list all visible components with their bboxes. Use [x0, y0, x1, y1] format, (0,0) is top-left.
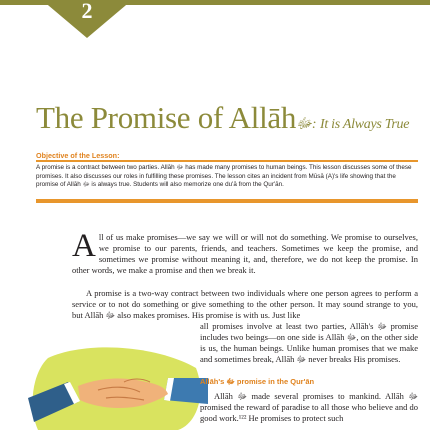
- section-heading: Allāh's ﷻ promise in the Qur'ān: [200, 377, 315, 386]
- objective-top-rule: [36, 160, 418, 162]
- drop-cap: A: [72, 228, 96, 264]
- title-honorific: ﷻ: [296, 117, 312, 132]
- objective-text: A promise is a contract between two parties. Allāh ﷻ has made many promises to human beings. This lesson discusses some of these promises. It also discusses our roles in fulfilling these promises. The lesson cites an incident from Mūsā (A)'s life showing that the promise of Allāh ﷻ is always true. Students will also memorize one du'ā from the Qur'ān.: [36, 164, 412, 188]
- objective-heading: Objective of the Lesson:: [36, 151, 120, 160]
- lesson-number: 2: [81, 0, 93, 23]
- paragraph-3: all promises involve at least two parties, Allāh's ﷻ promise includes two beings—on one side is Allāh ﷻ, on the other side is us, the human beings. Unlike human promises that we make and sometimes break, Allāh ﷻ never breaks His promises.: [200, 321, 419, 364]
- objective-bottom-rule: [36, 199, 418, 203]
- paragraph-2: A promise is a two-way contract between two individuals where one person agrees to perform a service or to not do something or give something to the other person. It may sound strange to you, but Allāh ﷻ also makes promises. His promise is with us. Just like: [72, 288, 418, 320]
- title-main: The Promise of Allāh: [36, 100, 297, 135]
- title-subtitle: : It is Always True: [311, 117, 410, 132]
- paragraph-1-text: ll of us make promises—we say we will or will not do something. We promise to ourselves, we promise to our parents, friends, and teachers. Sometimes we keep the promise, and sometimes we promise without meaning it, and, therefore, we do not keep the promise. In other words, we make a promise and then we break it.: [72, 232, 418, 275]
- paragraph-1: [72, 228, 418, 276]
- paragraph-4: Allāh ﷻ made several promises to mankind. Allāh ﷻ promised the reward of paradise to all those who believe and do good work.¹²² He promises to protect such: [200, 391, 418, 423]
- handshake-illustration: [28, 338, 208, 430]
- lesson-title: [36, 100, 409, 136]
